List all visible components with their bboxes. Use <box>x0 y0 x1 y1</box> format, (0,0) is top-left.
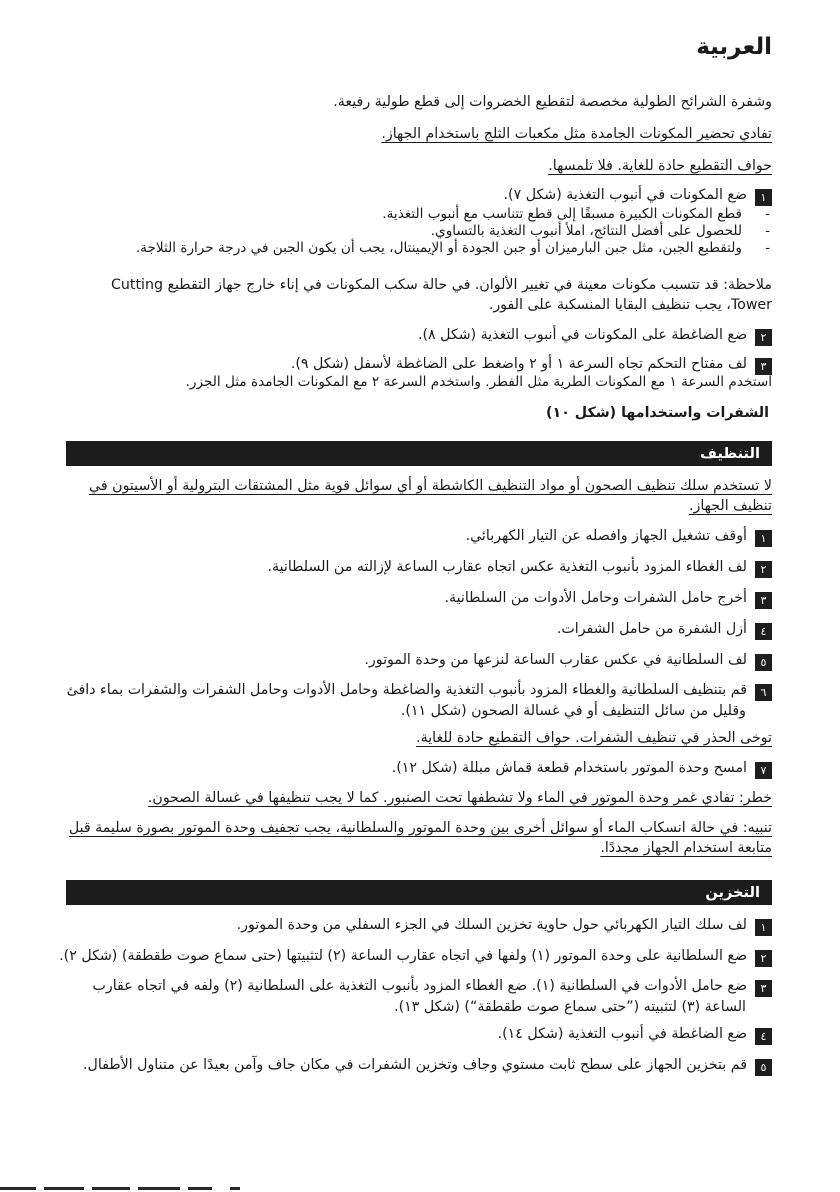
step-number: ٣ <box>755 358 772 375</box>
storage-step-3 <box>66 976 772 1017</box>
step-text: ضع الضاغطة في أنبوب التغذية (شكل ١٤). <box>497 1026 747 1042</box>
section-bar-storage: التخزين <box>66 880 772 905</box>
step-text: ضع حامل الأدوات في السلطانية (١). ضع الغطاء المزود بأنبوب التغذية على السلطانية (٢) ولفه في اتجاه عقارب <box>92 978 747 994</box>
speed-note: استخدم السرعة ١ مع المكونات الطرية مثل الفطر. واستخدم السرعة ٢ مع المكونات الجامدة مثل الجزر. <box>185 374 772 390</box>
step-number: ٥ <box>755 1059 772 1076</box>
note-discoloration <box>66 275 772 315</box>
cleaning-step-7 <box>66 758 772 779</box>
blades-subheading: الشفرات واستخدامها (شكل ١٠) <box>546 405 769 421</box>
cleaning-step-5 <box>66 650 772 671</box>
step-number: ٣ <box>755 592 772 609</box>
warning-line: لا تستخدم سلك تنظيف الصحون أو مواد التنظيف الكاشطة أو أي سوائل قوية مثل المشتقات البترولية أو الأسيتون في <box>89 478 772 494</box>
list-item: - للحصول على أفضل النتائج، املأ أنبوب التغذية بالتساوي. <box>66 223 772 240</box>
blade-caution: توخى الحذر في تنظيف الشفرات. حواف التقطيع حادة للغاية. <box>416 730 772 746</box>
warning-line: تنظيف الجهاز. <box>689 498 772 514</box>
cleaning-step-1 <box>66 526 772 547</box>
cleaning-step-6 <box>66 680 772 721</box>
caution-note <box>66 818 772 858</box>
step-text: أوقف تشغيل الجهاز وافصله عن التيار الكهربائي. <box>465 528 747 544</box>
note-line: Tower، يجب تنظيف البقايا المنسكبة على الفور. <box>488 297 772 313</box>
danger-warning: خطر: تفادي غمر وحدة الموتور في الماء ولا تشطفها تحت الصنبور. كما لا يجب تنظيفها في غسالة الصحون. <box>147 790 772 806</box>
sharp-warning: حواف التقطيع حادة للغاية. فلا تلمسها. <box>548 158 772 174</box>
step-number: ٢ <box>755 950 772 967</box>
step-text: قم بتخزين الجهاز على سطح ثابت مستوي وجاف وتخزين الشفرات في مكان جاف وآمن بعيدًا عن متناول الأطفال. <box>83 1057 747 1073</box>
print-crop-marks <box>0 1185 260 1192</box>
list-item: - قطع المكونات الكبيرة مسبقًا إلى قطع تتناسب مع أنبوب التغذية. <box>66 206 772 223</box>
step-text-continued: الساعة (٣) لتثبيته (”حتى سماع صوت طقطقة“) (شكل ١٣). <box>394 999 746 1015</box>
caution-line: تنبيه: في حالة انسكاب الماء أو سوائل أخرى بين وحدة الموتور والسلطانية، يجب تجفيف وحدة الموتور بصورة سليمة قبل <box>68 820 772 836</box>
cleaning-step-2 <box>66 557 772 578</box>
step-number: ٧ <box>755 762 772 779</box>
storage-step-4 <box>66 1024 772 1045</box>
prep-step-2 <box>66 325 772 346</box>
intro-text: وشفرة الشرائح الطولية مخصصة لتقطيع الخضروات إلى قطع طولية رفيعة. <box>333 94 772 110</box>
step-number: ٥ <box>755 654 772 671</box>
cleaning-step-3 <box>66 588 772 609</box>
storage-step-5 <box>66 1055 772 1076</box>
step-text: أزل الشفرة من حامل الشفرات. <box>556 621 747 637</box>
step-text: أخرج حامل الشفرات وحامل الأدوات من السلطانية. <box>444 590 747 606</box>
step-number: ٤ <box>755 1028 772 1045</box>
step-number: ٦ <box>755 684 772 701</box>
step-number: ١ <box>755 189 772 206</box>
step-text: ضع السلطانية على وحدة الموتور (١) ولفها في اتجاه عقارب الساعة (٢) لتثبيتها (حتى سماع صوت طقطقة) (شكل ٢). <box>59 948 747 964</box>
prep-bullets <box>66 206 772 257</box>
list-item: - ولتقطيع الجبن، مثل جبن البارميزان أو جبن الجودة أو الإيمينتال، يجب أن يكون الجبن في درجة حرارة الثلاجة. <box>66 240 772 257</box>
step-number: ٢ <box>755 329 772 346</box>
step-text-continued: وقليل من سائل التنظيف أو في غسالة الصحون (شكل ١١). <box>400 703 746 719</box>
frozen-warning: تفادي تحضير المكونات الجامدة مثل مكعبات الثلج باستخدام الجهاز. <box>381 126 772 142</box>
language-title: العربية <box>696 34 772 60</box>
step-number: ٢ <box>755 561 772 578</box>
cleaning-step-4 <box>66 619 772 640</box>
step-text: لف سلك التيار الكهربائي حول حاوية تخزين السلك في الجزء السفلي من وحدة الموتور. <box>236 917 747 933</box>
caution-line: متابعة استخدام الجهاز مجددًا. <box>600 840 772 856</box>
step-text: لف السلطانية في عكس عقارب الساعة لنزعها من وحدة الموتور. <box>364 652 747 668</box>
step-text: امسح وحدة الموتور باستخدام قطعة قماش مبللة (شكل ١٢). <box>391 760 747 776</box>
step-number: ٤ <box>755 623 772 640</box>
cleaning-warning <box>66 476 772 516</box>
step-number: ٣ <box>755 980 772 997</box>
section-bar-cleaning: التنظيف <box>66 441 772 466</box>
step-text: ضع المكونات في أنبوب التغذية (شكل ٧). <box>503 187 747 203</box>
step-text: لف الغطاء المزود بأنبوب التغذية عكس اتجاه عقارب الساعة لإزالته من السلطانية. <box>267 559 747 575</box>
step-text: ضع الضاغطة على المكونات في أنبوب التغذية (شكل ٨). <box>417 327 747 343</box>
step-number: ١ <box>755 530 772 547</box>
step-text: لف مفتاح التحكم تجاه السرعة ١ أو ٢ واضغط على الضاغطة لأسفل (شكل ٩). <box>290 356 747 372</box>
step-text: قم بتنظيف السلطانية والغطاء المزود بأنبوب التغذية والضاغطة وحامل الأدوات وحامل الشفرات والشفرات بماء دافئ <box>66 682 747 698</box>
storage-step-2 <box>59 946 772 967</box>
note-line: ملاحظة: قد تتسبب مكونات معينة في تغيير الألوان. في حالة سكب المكونات في إناء خارج جهاز التقطيع Cutting <box>111 277 772 293</box>
storage-step-1 <box>66 915 772 936</box>
prep-step-1 <box>66 185 772 206</box>
step-number: ١ <box>755 919 772 936</box>
